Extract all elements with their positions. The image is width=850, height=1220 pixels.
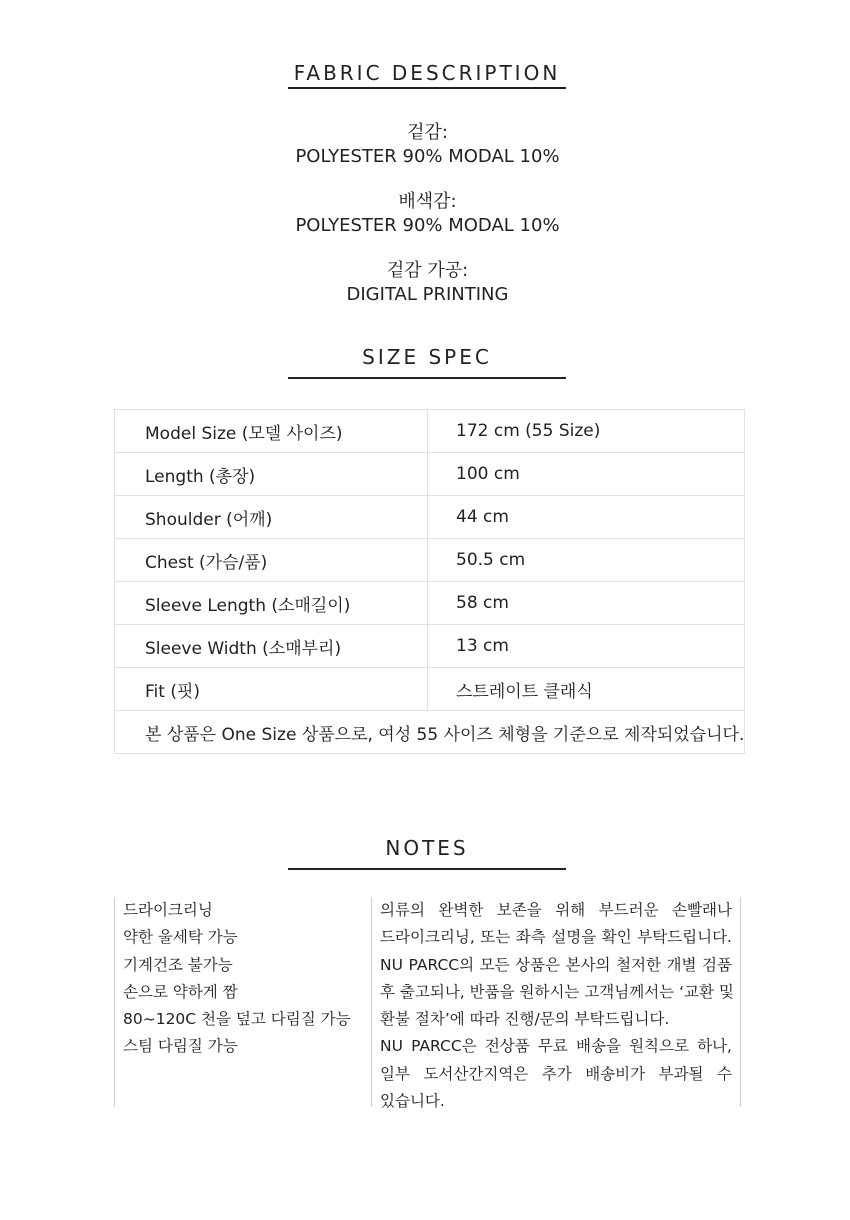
table-row	[115, 539, 745, 582]
size-spec-title-rule	[288, 377, 566, 379]
spec-value: 스트레이트 클래식	[428, 668, 745, 711]
table-row	[115, 668, 745, 711]
spec-key: Shoulder (어깨)	[115, 496, 428, 539]
size-spec-title: SIZE SPEC	[362, 345, 492, 369]
fabric-title: FABRIC DESCRIPTION	[293, 61, 561, 85]
notes-title: NOTES	[385, 836, 469, 860]
table-row	[115, 582, 745, 625]
fabric-item-value: POLYESTER 90% MODAL 10%	[295, 146, 560, 167]
notes-line: 드라이크리닝, 또는 좌측 설명을 확인 부탁드립니다.	[380, 928, 732, 947]
fabric-item-label: 배색감:	[398, 191, 457, 212]
spec-value: 172 cm (55 Size)	[428, 410, 745, 453]
notes-line: 일부 도서산간지역은 추가 배송비가 부과될 수	[380, 1064, 732, 1083]
notes-line: NU PARCC은 전상품 무료 배송을 원칙으로 하나,	[380, 1037, 732, 1056]
notes-column-divider	[371, 897, 372, 1107]
care-instructions	[114, 897, 355, 1107]
fabric-item-label: 겉감:	[407, 122, 448, 143]
notes-line: 환불 절차’에 따라 진행/문의 부탁드립니다.	[380, 1010, 670, 1029]
notes-line: 후 출고되나, 반품을 원하시는 고객님께서는 ‘교환 및	[380, 982, 734, 1001]
spec-key: Fit (핏)	[115, 668, 428, 711]
table-row	[115, 496, 745, 539]
fabric-title-rule	[288, 87, 566, 89]
size-spec-note: 본 상품은 One Size 상품으로, 여성 55 사이즈 체형을 기준으로 제작되었습니다.	[115, 711, 745, 754]
spec-key: Sleeve Length (소매길이)	[115, 582, 428, 625]
notes-line: NU PARCC의 모든 상품은 본사의 철저한 개별 검품	[380, 955, 732, 974]
table-row	[115, 625, 745, 668]
notes-title-rule	[288, 868, 566, 870]
fabric-item-label: 겉감 가공:	[386, 260, 469, 281]
table-row-note	[115, 711, 745, 754]
notes-line: 있습니다.	[380, 1092, 445, 1111]
fabric-item-outer	[200, 121, 655, 169]
fabric-item-accent	[200, 190, 655, 238]
spec-value: 13 cm	[428, 625, 745, 668]
spec-key: Model Size (모델 사이즈)	[115, 410, 428, 453]
spec-key: Chest (가슴/품)	[115, 539, 428, 582]
size-spec-table	[114, 409, 745, 754]
care-item: 약한 울세탁 가능	[123, 928, 238, 947]
spec-value: 58 cm	[428, 582, 745, 625]
fabric-item-processing	[200, 259, 655, 307]
spec-key: Sleeve Width (소매부리)	[115, 625, 428, 668]
table-row	[115, 453, 745, 496]
spec-value: 50.5 cm	[428, 539, 745, 582]
notes-right-border	[740, 897, 741, 1107]
spec-value: 44 cm	[428, 496, 745, 539]
fabric-item-value: DIGITAL PRINTING	[346, 284, 509, 305]
care-item: 드라이크리닝	[123, 901, 213, 919]
notes-line: 의류의 완벽한 보존을 위해 부드러운 손빨래나	[380, 901, 732, 919]
spec-value: 100 cm	[428, 453, 745, 496]
notes-text	[380, 897, 732, 1115]
table-row	[115, 410, 745, 453]
fabric-item-value: POLYESTER 90% MODAL 10%	[295, 215, 560, 236]
care-item: 손으로 약하게 짬	[123, 982, 238, 1001]
care-item: 스팀 다림질 가능	[123, 1037, 238, 1056]
care-item: 80~120C 천을 덮고 다림질 가능	[123, 1010, 351, 1029]
spec-key: Length (총장)	[115, 453, 428, 496]
care-item: 기계건조 불가능	[123, 955, 233, 974]
